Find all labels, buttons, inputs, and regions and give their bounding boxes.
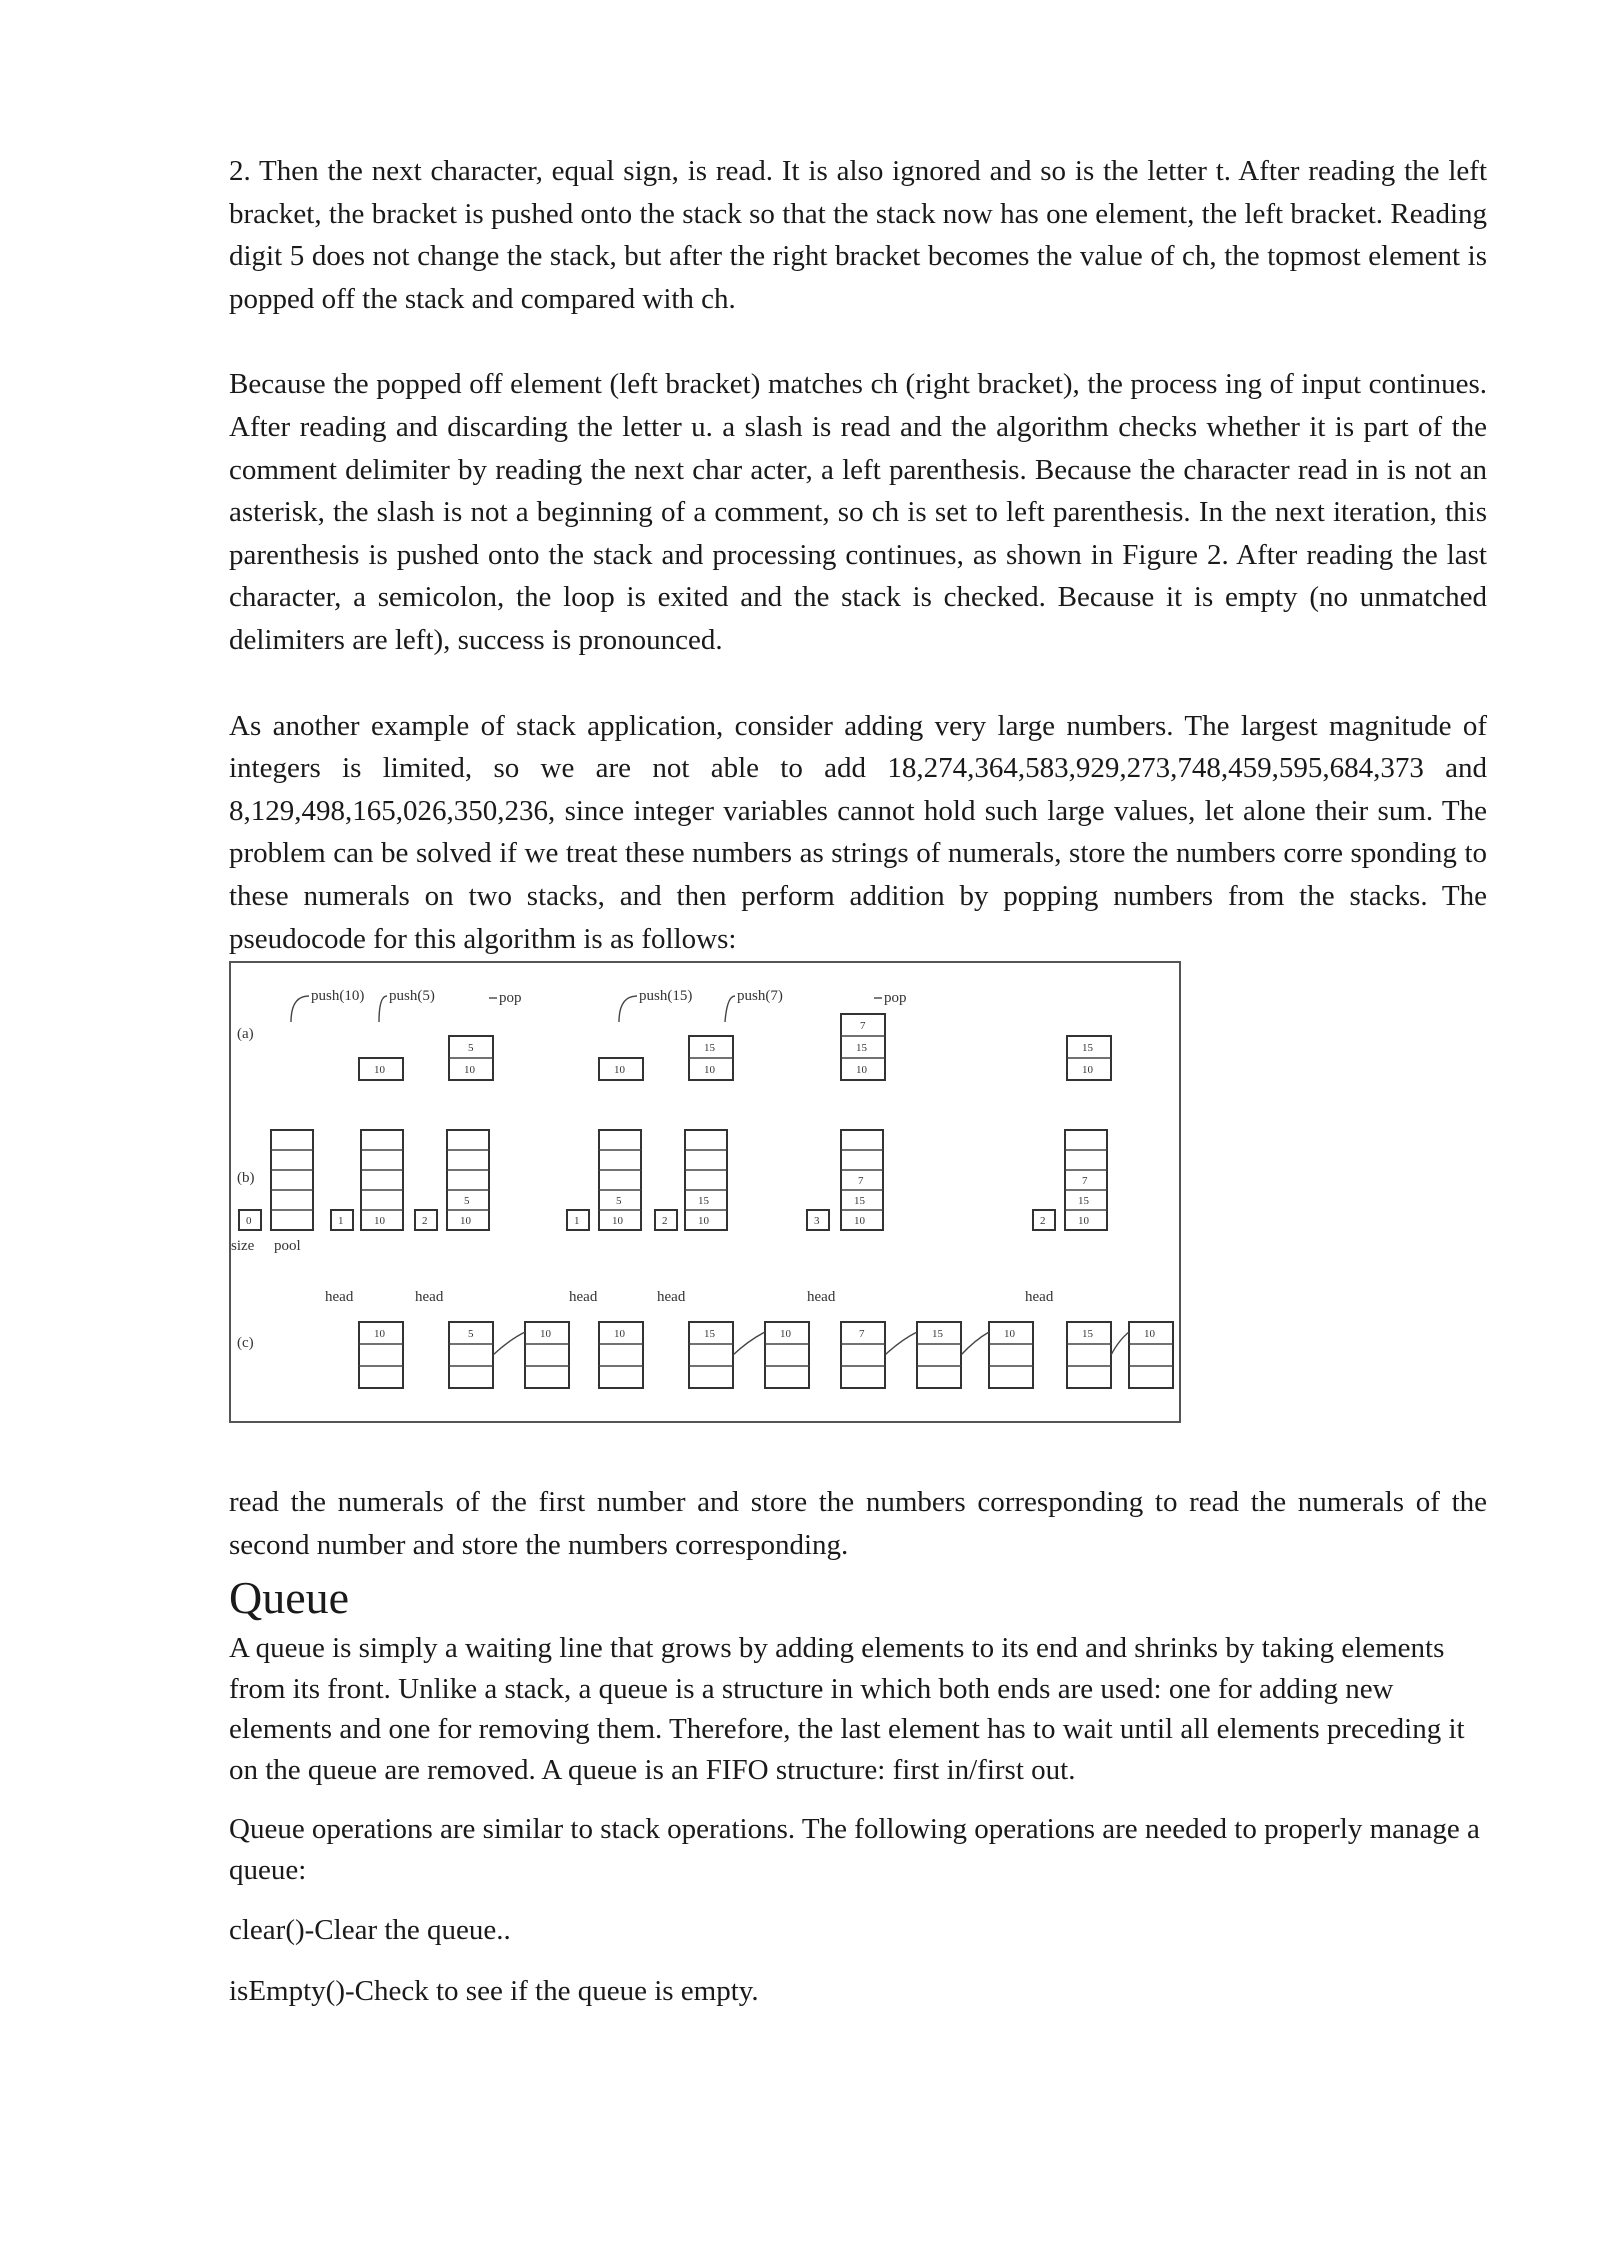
- svg-text:10: 10: [374, 1215, 385, 1228]
- svg-text:0: 0: [246, 1215, 252, 1228]
- svg-text:5: 5: [468, 1328, 474, 1341]
- svg-text:10: 10: [612, 1215, 623, 1228]
- svg-text:head: head: [657, 1289, 686, 1306]
- stack-figure-svg: [229, 960, 1189, 1425]
- svg-text:7: 7: [860, 1020, 866, 1033]
- svg-text:10: 10: [854, 1215, 865, 1228]
- svg-text:10: 10: [704, 1064, 715, 1077]
- svg-text:15: 15: [1078, 1195, 1089, 1208]
- op-push-10: push(10): [311, 988, 365, 1005]
- svg-text:15: 15: [704, 1042, 715, 1055]
- svg-text:head: head: [807, 1289, 836, 1306]
- svg-text:1: 1: [338, 1215, 344, 1228]
- paragraph-delimiter-matching-1: 2. Then the next character, equal sign, is read. It is also ignored and so is the letter t. After reading the left bracket, the bracket is pushed onto the stack so that the stack now has one element, the left bracket. Reading digit 5 does not change the stack, but after the right bracket becomes the value of ch, the topmost element is popped off the stack and compared with ch.: [229, 155, 1487, 315]
- svg-text:7: 7: [858, 1175, 864, 1188]
- svg-text:2: 2: [1040, 1215, 1046, 1228]
- stack-operations-figure: [229, 960, 1189, 1425]
- svg-text:15: 15: [932, 1328, 943, 1341]
- svg-text:15: 15: [1082, 1328, 1093, 1341]
- pool-label: pool: [274, 1238, 301, 1255]
- op-push-7: push(7): [737, 988, 783, 1005]
- svg-text:10: 10: [374, 1328, 385, 1341]
- svg-text:10: 10: [460, 1215, 471, 1228]
- svg-text:7: 7: [859, 1328, 865, 1341]
- svg-text:10: 10: [698, 1215, 709, 1228]
- svg-text:10: 10: [1082, 1064, 1093, 1077]
- svg-text:2: 2: [422, 1215, 428, 1228]
- svg-text:5: 5: [464, 1195, 470, 1208]
- svg-text:10: 10: [1078, 1215, 1089, 1228]
- svg-text:15: 15: [854, 1195, 865, 1208]
- svg-text:15: 15: [856, 1042, 867, 1055]
- row-label-a: (a): [237, 1026, 254, 1043]
- svg-text:5: 5: [468, 1042, 474, 1055]
- svg-text:5: 5: [616, 1195, 622, 1208]
- svg-text:7: 7: [1082, 1175, 1088, 1188]
- svg-text:10: 10: [374, 1064, 385, 1077]
- svg-text:10: 10: [856, 1064, 867, 1077]
- svg-text:10: 10: [614, 1328, 625, 1341]
- svg-text:10: 10: [1004, 1328, 1015, 1341]
- svg-text:10: 10: [780, 1328, 791, 1341]
- op-push-15: push(15): [639, 988, 693, 1005]
- svg-text:15: 15: [1082, 1042, 1093, 1055]
- paragraph-queue-definition: A queue is simply a waiting line that grows by adding elements to its end and shrinks by taking elements from its front. Unlike a stack, a queue is a structure in which both ends are used: one for adding new elements and one for removing them. Therefore, the last element has to wait until all elements preceding it on the queue are removed. A queue is an FIFO structure: first in/first out.: [229, 1632, 1465, 1786]
- op-pop-1: pop: [499, 990, 522, 1007]
- svg-text:1: 1: [574, 1215, 580, 1228]
- op-pop-2: pop: [884, 990, 907, 1007]
- svg-text:head: head: [1025, 1289, 1054, 1306]
- svg-text:10: 10: [1144, 1328, 1155, 1341]
- svg-text:10: 10: [614, 1064, 625, 1077]
- svg-text:10: 10: [464, 1064, 475, 1077]
- operation-isempty: isEmpty()-Check to see if the queue is empty.: [229, 1974, 759, 2007]
- svg-text:15: 15: [704, 1328, 715, 1341]
- document-page: [229, 150, 1487, 2031]
- svg-text:10: 10: [540, 1328, 551, 1341]
- paragraph-queue-operations: Queue operations are similar to stack operations. The following operations are needed to properly manage a queue:: [229, 1813, 1480, 1886]
- svg-text:2: 2: [662, 1215, 668, 1228]
- svg-text:head: head: [569, 1289, 598, 1306]
- svg-text:3: 3: [814, 1215, 820, 1228]
- svg-text:15: 15: [698, 1195, 709, 1208]
- paragraph-read-numerals: read the numerals of the first number and store the numbers corresponding to read the numerals of the second number and store the numbers corresponding.: [229, 1486, 1487, 1561]
- operation-clear: clear()-Clear the queue..: [229, 1914, 511, 1947]
- size-label: size: [231, 1238, 255, 1255]
- op-push-5: push(5): [389, 988, 435, 1005]
- row-label-c: (c): [237, 1335, 254, 1352]
- paragraph-large-numbers: As another example of stack application, consider adding very large numbers. The largest magnitude of integers is limited, so we are not able to add 18,274,364,583,929,273,748,459,595,684,373 and 8,129,498,165,026,350,236, since integer variables cannot hold such large values, let alone their sum. The problem can be solved if we treat these numbers as strings of numerals, store the numbers corre sponding to these numerals on two stacks, and then perform addition by popping numbers from the stacks. The pseudocode for this algorithm is as follows:: [229, 709, 1487, 955]
- row-label-b: (b): [237, 1170, 255, 1187]
- svg-text:head: head: [325, 1289, 354, 1306]
- section-heading-queue: Queue: [229, 1572, 350, 1624]
- svg-text:head: head: [415, 1289, 444, 1306]
- paragraph-delimiter-matching-2: Because the popped off element (left bracket) matches ch (right bracket), the process ing of input continues. After reading and discarding the letter u. a slash is read and the algorithm checks whether it is part of the comment delimiter by reading the next char acter, a left parenthesis. Because the character read in is not an asterisk, the slash is not a beginning of a comment, so ch is set to left parenthesis. In the next iteration, this parenthesis is pushed onto the stack and processing continues, as shown in Figure 2. After reading the last character, a semicolon, the loop is exited and the stack is checked. Because it is empty (no unmatched delimiters are left), success is pronounced.: [229, 368, 1487, 656]
